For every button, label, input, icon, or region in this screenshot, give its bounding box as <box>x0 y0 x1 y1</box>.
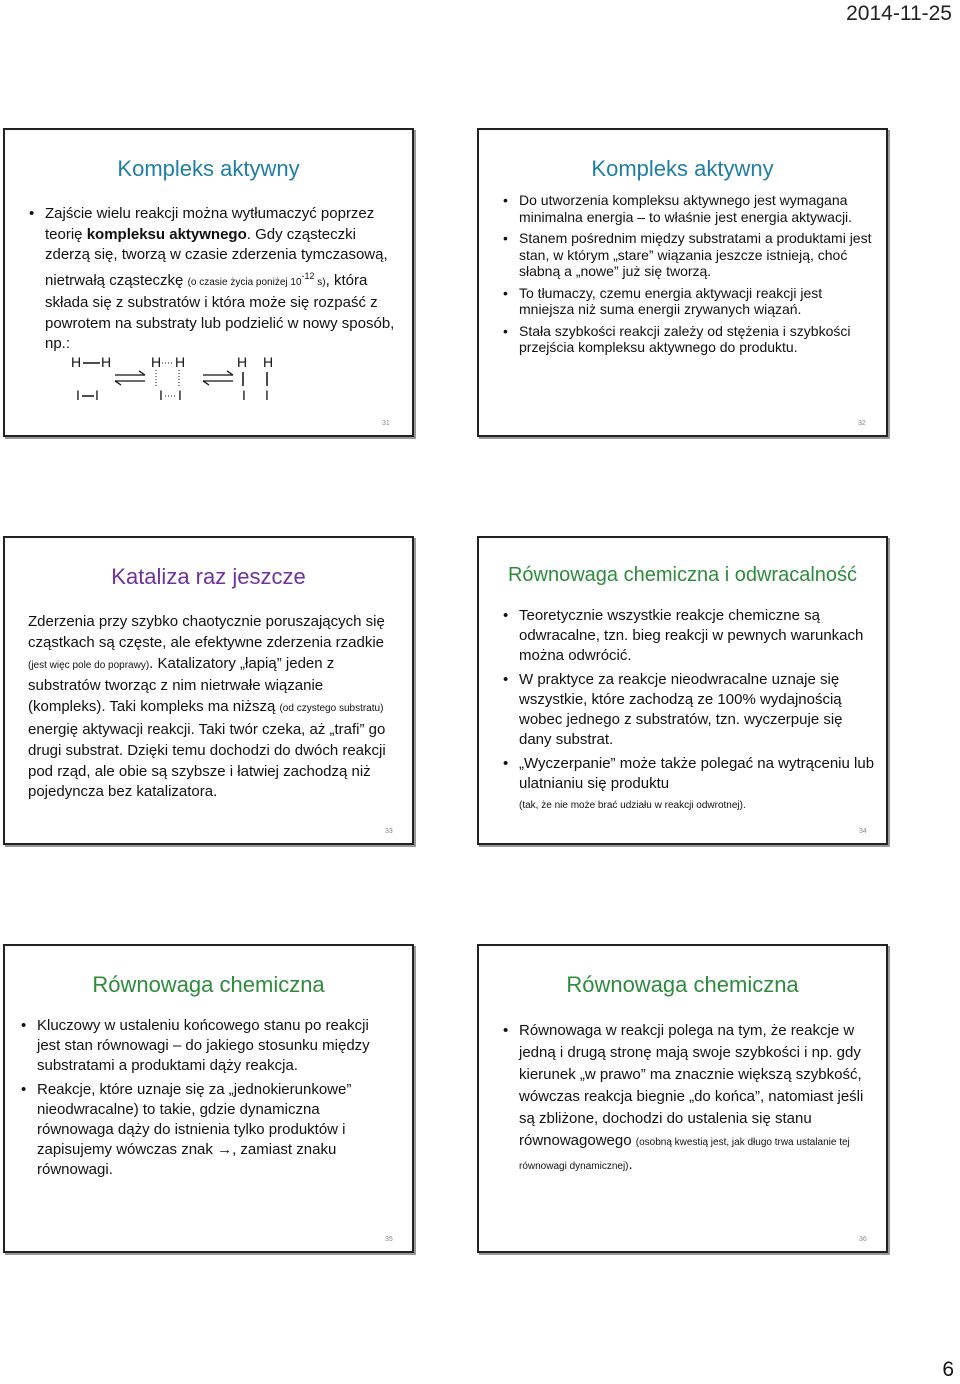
slide-body <box>501 1020 871 1182</box>
bullet-item: • Kluczowy w ustaleniu końcowego stanu po reakcji jest stan równowagi – do jakiego stosunku między substratami a produktami dąży reakcja. <box>19 1016 374 1076</box>
slide-number: 31 <box>382 420 390 427</box>
slide-body <box>501 606 879 820</box>
bullet-item: • Stanem pośrednim między substratami a produktami jest stan, w którym „stare” wiązania jeszcze istnieją, choć słabną a „nowe” już się tworzą. <box>501 230 876 280</box>
header-date: 2014-11-25 <box>846 2 952 25</box>
atom-i: I <box>95 387 99 403</box>
slide-number: 33 <box>385 828 393 835</box>
slide-number: 36 <box>859 1236 867 1243</box>
slide-title: Kompleks aktywny <box>591 156 774 181</box>
slide-title: Równowaga chemiczna <box>92 972 325 997</box>
slide-body: Zderzenia przy szybko chaotycznie poruszających się cząstkach są częste, ale efektywne zderzenia rzadkie (jest więc pole do poprawy). Katalizatory „łapią” jeden z substratów tworząc z nim nietrwałe wiązanie (kompleks). Taki kompleks ma niższą (od czystego substratu) energię aktywacji reakcji. Taki twór czeka, aż „trafi” go drugi substrat. Dzięki temu dochodzi do dwóch reakcji pod rząd, ale obie są szybsze i łatwiej zachodzą niż pojedyncza bez katalizatora. <box>28 613 386 801</box>
bullet-item: • Stała szybkości reakcji zależy od stężenia i szybkości przejścia kompleksu aktywnego do produktu. <box>501 323 876 356</box>
atom-h: H <box>175 354 186 370</box>
bullet-item: • Zajście wielu reakcji można wytłumaczyć poprzez teorię kompleksu aktywnego. Gdy cząsteczki zderzą się, tworzą w czasie zderzenia tymczasową, nietrwałą cząsteczkę (o czasie życia poniżej $10^{-12}$ s), która składa się z substratów i która może się rozpaść z powrotem na substraty lub podzielić w nowy sposób, np.: <box>27 204 397 355</box>
atom-h: H <box>101 354 112 370</box>
slide-number: 34 <box>859 828 867 835</box>
slide-35 <box>3 944 414 1253</box>
page-number: 6 <box>942 1358 954 1381</box>
bullet-item: • „Wyczerpanie” może także polegać na wytrąceniu lub ulatnianiu się produktu (tak, że nie może brać udziału w reakcji odwrotnej). <box>501 754 879 816</box>
atom-i: I <box>76 387 80 403</box>
bond-lines <box>5 130 416 439</box>
bullet-item: • Teoretycznie wszystkie reakcje chemiczne są odwracalne, tzn. bieg reakcji w pewnych warunkach można odwrócić. <box>501 606 879 666</box>
atom-h: H <box>71 354 82 370</box>
slide-number: 32 <box>858 420 866 427</box>
slide-33 <box>3 536 414 845</box>
atom-h: H <box>151 354 162 370</box>
atom-h: H <box>263 354 274 370</box>
slide-34 <box>477 536 888 845</box>
slide-title: Równowaga chemiczna i odwracalność <box>507 564 858 586</box>
slide-title: Kompleks aktywny <box>117 156 300 181</box>
bullet-item: • Reakcje, które uznaje się za „jednokierunkowe” nieodwracalne) to takie, gdzie dynamiczna równowaga dąży do istnienia tylko produktów i zapisujemy wówczas znak →, zamiast znaku równowagi. <box>19 1080 374 1180</box>
slide-title: Równowaga chemiczna <box>566 972 799 997</box>
atom-i: I <box>242 387 246 403</box>
slide-title: Kataliza raz jeszcze <box>111 564 306 589</box>
slide-body <box>19 1016 374 1184</box>
slide-body <box>501 192 876 361</box>
atom-i: I <box>159 387 163 403</box>
bullet-item: • W praktyce za reakcje nieodwracalne uznaje się wszystkie, które zachodzą ze 100% wydajnością wobec jednego z substratów, tzn. wyczerpuje się dany substrat. <box>501 670 879 750</box>
slide-number: 35 <box>385 1236 393 1243</box>
bullet-item: • Równowaga w reakcji polega na tym, że reakcje w jedną i drugą stronę mają swoje szybkości i np. gdy kierunek „w prawo” ma znacznie większą szybkość, wówczas reakcja biegnie „do końca”, natomiast jeśli są zbliżone, dochodzi do ustalenia się stanu równowagowego (osobną kwestią jest, jak długo trwa ustalanie tej równowagi dynamicznej). <box>501 1020 871 1178</box>
slide-31 <box>3 128 414 437</box>
bullet-item: • Do utworzenia kompleksu aktywnego jest wymagana minimalna energia – to właśnie jest energia aktywacji. <box>501 192 876 225</box>
bullet-item: • To tłumaczy, czemu energia aktywacji reakcji jest mniejsza niż suma energii zrywanych wiązań. <box>501 285 876 318</box>
slide-36 <box>477 944 888 1253</box>
arrow-icon: → <box>217 1141 233 1158</box>
slide-32 <box>477 128 888 437</box>
atom-i: I <box>178 387 182 403</box>
atom-h: H <box>237 354 248 370</box>
atom-i: I <box>265 387 269 403</box>
